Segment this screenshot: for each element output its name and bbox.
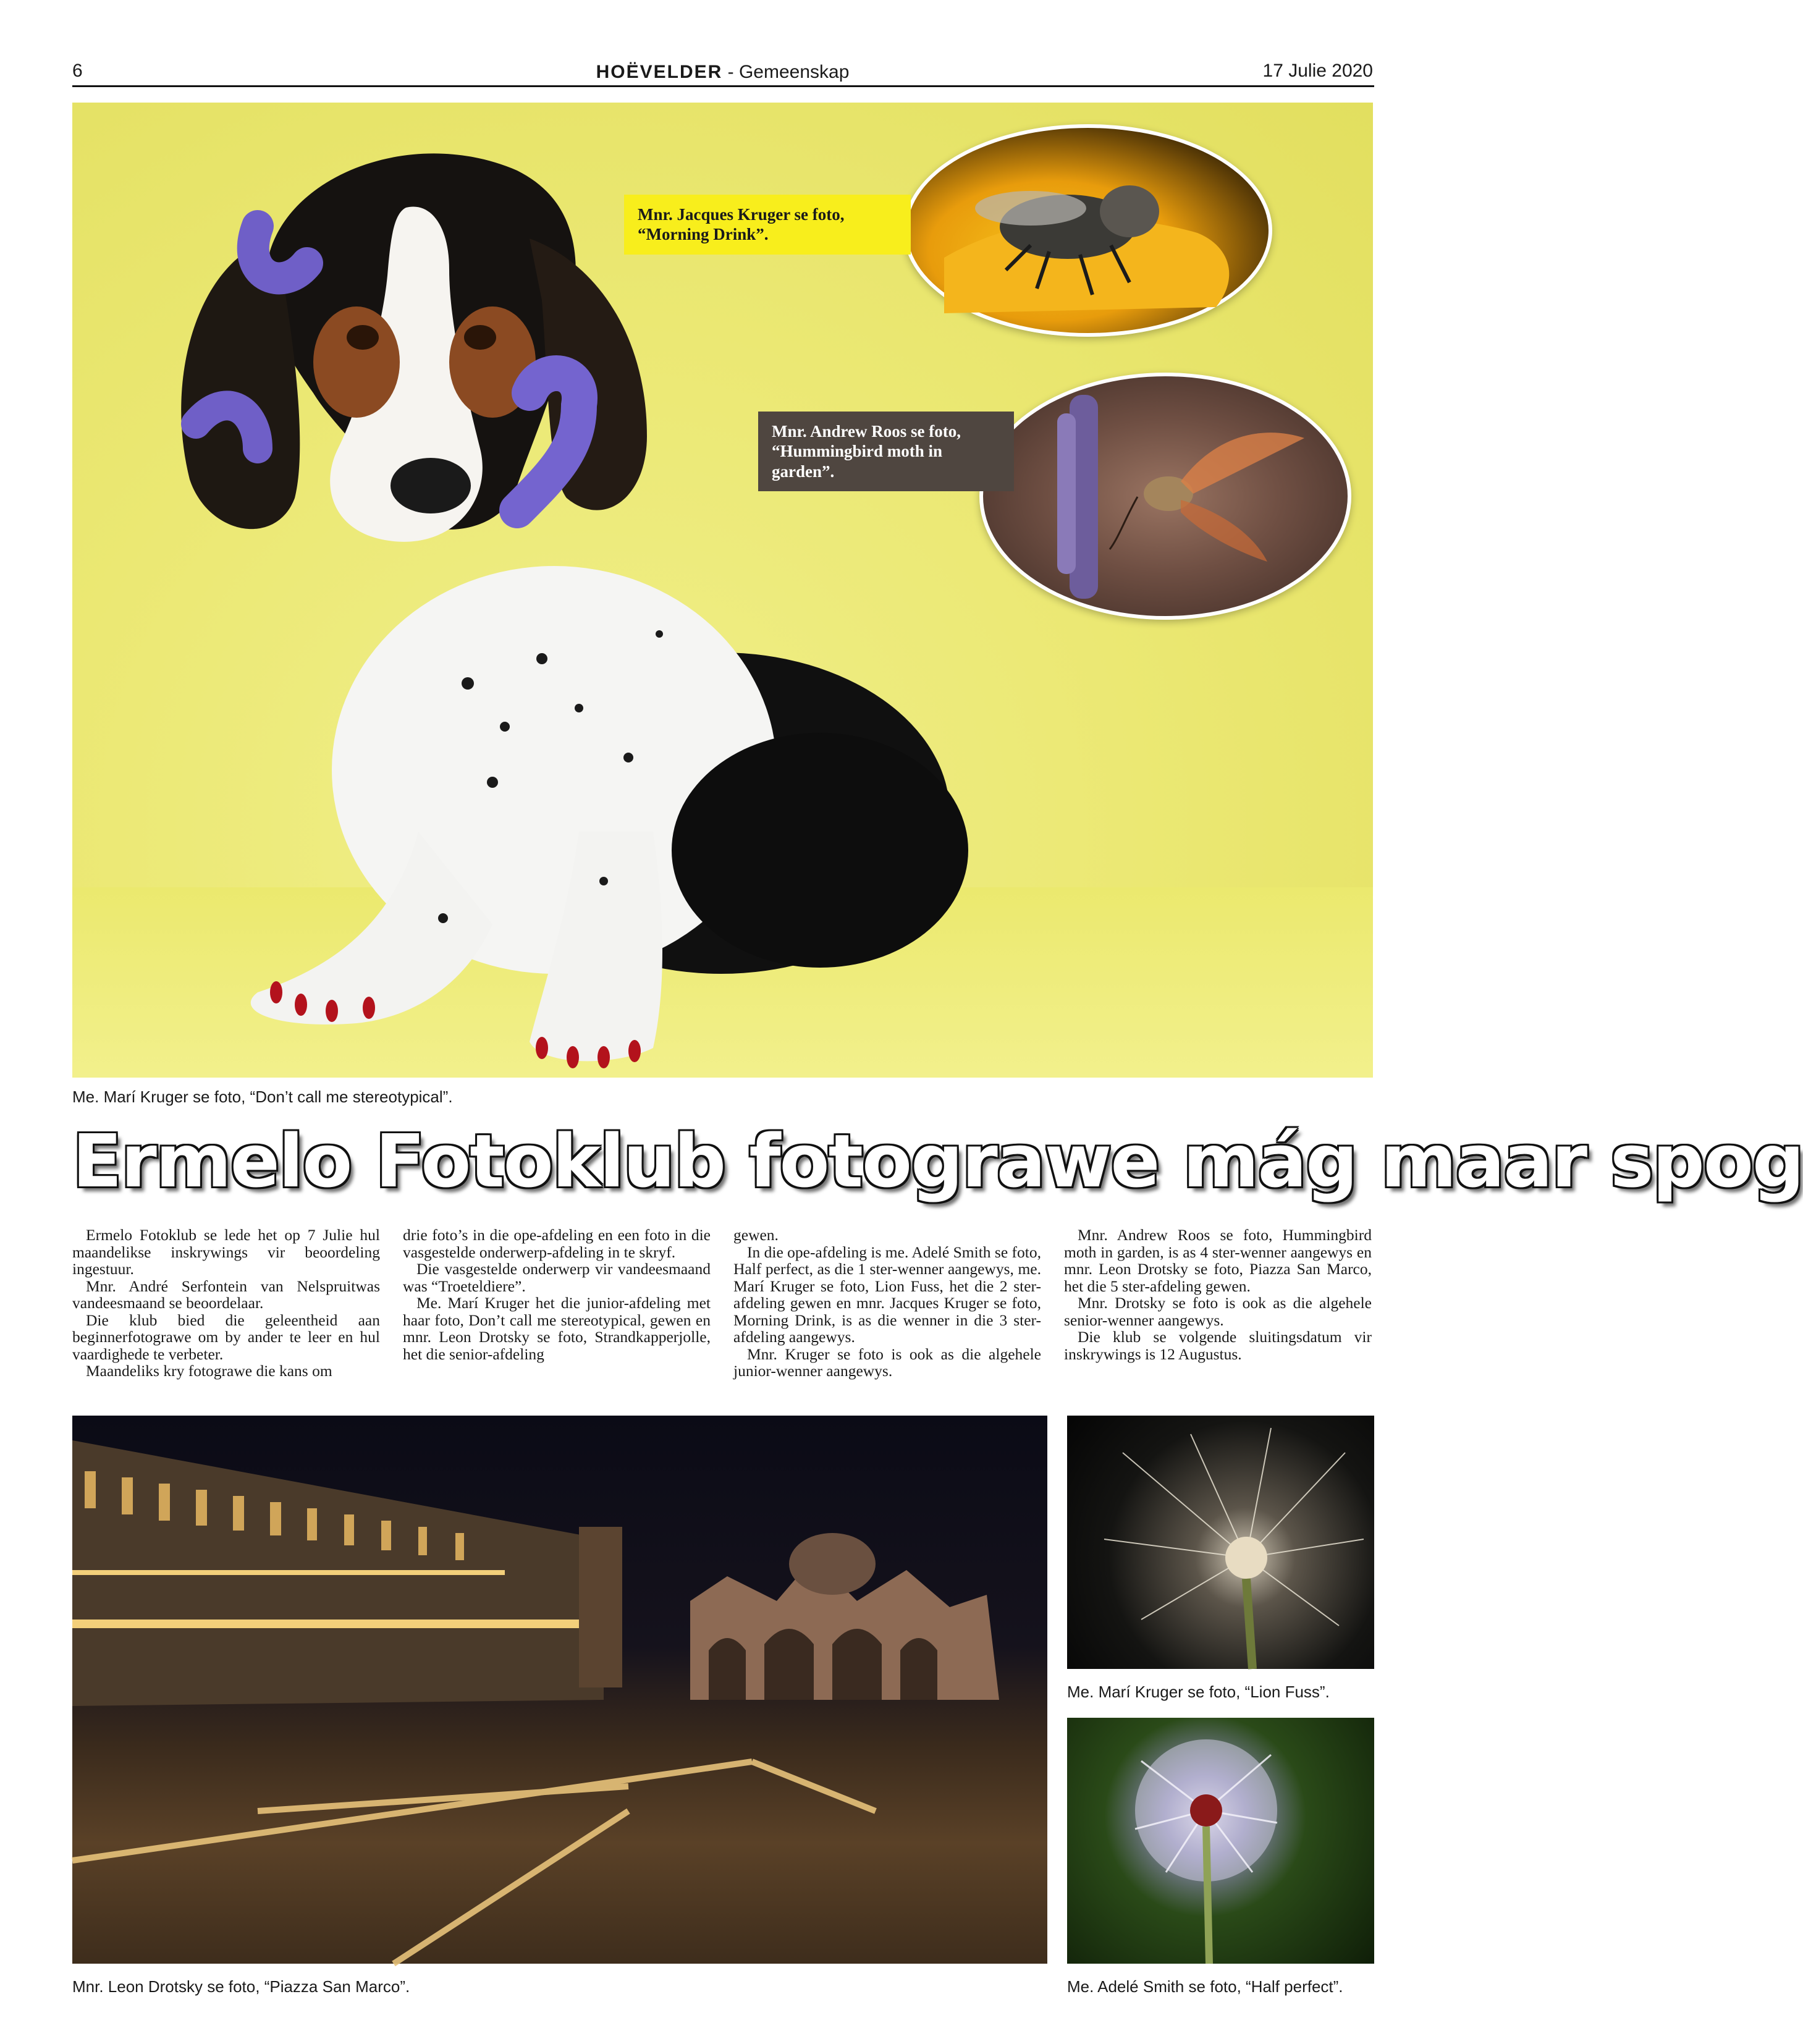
hero-caption: Me. Marí Kruger se foto, “Don’t call me stereotypical”. (72, 1087, 453, 1106)
hero-photo-dog (72, 103, 1373, 1078)
paragraph: Mnr. Andrew Roos se foto, Hummingbird moth in garden, is as 4 ster-wenner aangewys en mnr. Leon Drotsky se foto, Piazza San Marco, het die 5 ster-afdeling gewen. (1064, 1226, 1372, 1295)
paragraph: drie foto’s in die ope-afdeling en een foto in die vasgestelde onderwerp-afdeling in te skryf. (403, 1226, 711, 1261)
caption-hummingbird-moth: Mnr. Andrew Roos se foto, “Hummingbird moth in garden”. (758, 412, 1014, 491)
paragraph: Mnr. Drotsky se foto is ook as die algehele senior-wenner aangewys. (1064, 1294, 1372, 1329)
header-divider (72, 85, 1374, 87)
paragraph: Ermelo Fotoklub se lede het op 7 Julie hul maandelikse inskrywings vir beoordeling ingestuur. (72, 1226, 380, 1278)
article-column-4 (1064, 1227, 1372, 1362)
caption-morning-drink: Mnr. Jacques Kruger se foto, “Morning Drink”. (624, 195, 911, 255)
paragraph: Die vasgestelde onderwerp vir vandeesmaand was “Troeteldiere”. (403, 1260, 711, 1295)
caption-piazza-san-marco: Mnr. Leon Drotsky se foto, “Piazza San Marco”. (72, 1977, 410, 1996)
page-number: 6 (72, 61, 83, 81)
article-column-3 (733, 1227, 1041, 1380)
issue-date: 17 Julie 2020 (1262, 61, 1373, 81)
inset-photo-morning-drink (903, 124, 1272, 337)
caption-lion-fuss: Me. Marí Kruger se foto, “Lion Fuss”. (1067, 1683, 1330, 1701)
moth-lavender-illustration (983, 376, 1348, 616)
paragraph: In die ope-afdeling is me. Adelé Smith se foto, Half perfect, as die 1 ster-wenner aangewys, me. Marí Kruger se foto, Lion Fuss, het die 2 ster-afdeling gewen en mnr. Jacques Kruger se foto, Morning Drink, is as die wenner in die 3 ster-afdeling aangewys. (733, 1243, 1041, 1346)
article-column-1 (72, 1227, 380, 1380)
paragraph: Die klub bied die geleentheid aan beginnerfotograwe om by ander te leer en hul vaardighede te verbeter. (72, 1311, 380, 1363)
article-headline: Ermelo Fotoklub fotograwe mág maar spog (72, 1118, 1803, 1204)
photo-lion-fuss (1067, 1416, 1374, 1669)
photo-half-perfect (1067, 1718, 1374, 1964)
photo-piazza-san-marco (72, 1416, 1047, 1964)
paragraph: gewen. (733, 1226, 779, 1244)
article-column-2 (403, 1227, 711, 1362)
paragraph: Mnr. Kruger se foto is ook as die algehele junior-wenner aangewys. (733, 1345, 1041, 1380)
masthead (0, 62, 1445, 83)
paragraph: Me. Marí Kruger het die junior-afdeling met haar foto, Don’t call me stereotypical, gewen en mnr. Leon Drotsky se foto, Strandkapperjolle, het die senior-afdeling (403, 1294, 711, 1363)
masthead-section: - Gemeenskap (722, 62, 850, 82)
masthead-brand: HOËVELDER (596, 62, 723, 82)
piazza-illustration (72, 1416, 1047, 1964)
paragraph: Mnr. André Serfontein van Nelspruitwas vandeesmaand se beoordelaar. (72, 1277, 380, 1312)
dandelion-seeds-illustration (1067, 1416, 1374, 1669)
paragraph: Die klub se volgende sluitingsdatum vir inskrywings is 12 Augustus. (1064, 1328, 1372, 1363)
fly-illustration (907, 128, 1269, 333)
inset-photo-hummingbird-moth (979, 373, 1351, 620)
dandelion-clock-illustration (1067, 1718, 1374, 1964)
paragraph: Maandeliks kry fotograwe die kans om (86, 1362, 332, 1380)
caption-half-perfect: Me. Adelé Smith se foto, “Half perfect”. (1067, 1977, 1343, 1996)
